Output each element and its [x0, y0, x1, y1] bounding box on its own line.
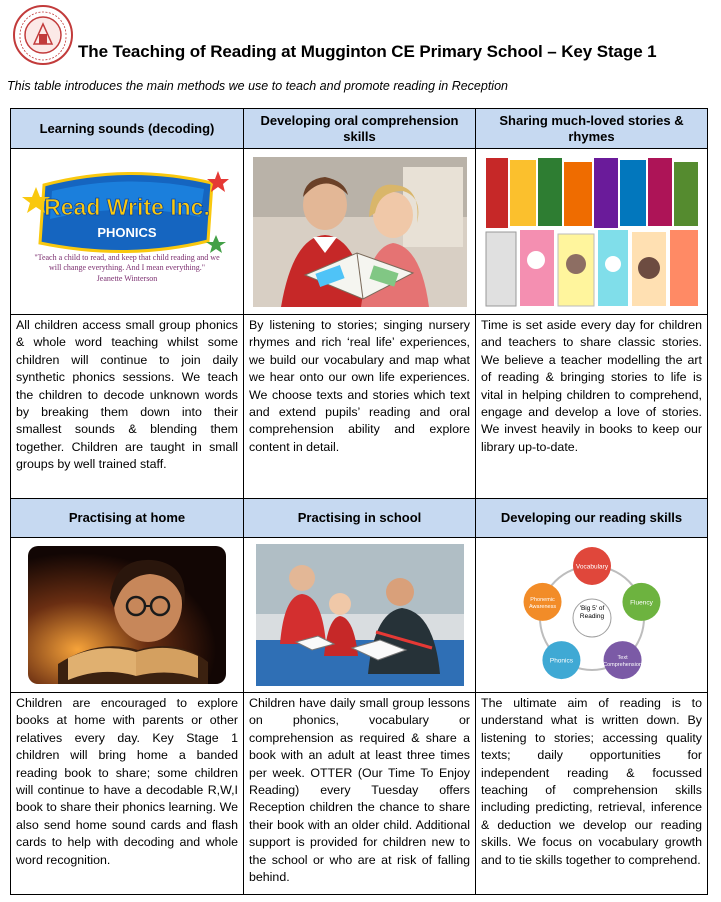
image-cell-reading-skills [476, 538, 708, 693]
image-row-2 [11, 538, 708, 693]
adult-reading-with-children-photo [256, 544, 464, 686]
text-practising-school: Children have daily small group lessons on phonics, vocabulary or comprehension as required & share a book with an adult at least three times per week. OTTER (Our Time To Enjoy Reading) every Tuesday offers Reception children the chance to share their book with an older child. Additional support is provided for children new to the school or who are at risk of falling behind. [244, 693, 476, 895]
diagram-node-label: Comprehension [602, 662, 642, 669]
rwi-quote: "Teach a child to read, and keep that child reading and we will change everything. And I mean everything." [34, 252, 220, 272]
diagram-node-label: Phonemic [529, 596, 555, 603]
diagram-node-phonics [542, 641, 580, 679]
text-learning-sounds: All children access small group phonics & whole word teaching whilst some children will continue to join daily synthetic phonics sessions. We teach the children to decode unknown words by breaking them down into their smallest sounds & blending them together. Children are taught in small groups by well trained staff. [11, 315, 244, 499]
text-practising-home: Children are encouraged to explore books at home with parents or other relatives every day. Key Stage 1 children will bring home a banded reading book to share; some children will continue to have a decodable R,W,I book to share their phonics learning. We also send home sound cards and flash cards to help with decoding and whole word recognition. [11, 693, 244, 895]
reading-methods-table [10, 108, 708, 895]
read-write-inc-phonics-logo [22, 157, 232, 307]
diagram-node-label: Awareness [528, 603, 556, 610]
page-title: The Teaching of Reading at Mugginton CE Primary School – Key Stage 1 [78, 42, 657, 61]
diagram-node-label: Text [617, 655, 628, 662]
heading-reading-skills: Developing our reading skills [476, 499, 708, 538]
rwi-brand-line1: Read Write Inc. [44, 193, 210, 220]
image-cell-practising-home [11, 538, 244, 693]
image-row-1 [11, 149, 708, 315]
page-subtitle: This table introduces the main methods we use to teach and promote reading in Reception [7, 79, 508, 93]
diagram-node-label: Fluency [629, 599, 653, 607]
image-cell-oral-comprehension [244, 149, 476, 315]
text-row-1 [11, 315, 708, 499]
text-sharing-stories: Time is set aside every day for children and teachers to share classic stories. We believe a teacher modelling the art of reading & bringing stories to life is vital in helping children to comprehend, engage and develop a love of stories. We invest heavily in books to keep our library up-to-date. [476, 315, 708, 499]
diagram-node-fluency [622, 583, 660, 621]
diagram-node-vocabulary [573, 547, 611, 585]
two-children-reading-photo [253, 157, 467, 307]
heading-oral-comprehension: Developing oral comprehension skills [244, 109, 476, 149]
big-5-of-reading-diagram [487, 540, 697, 690]
text-reading-skills: The ultimate aim of reading is to understand what is written down. By listening to stories; accessing quality texts; daily opportunities for independent reading & focussed teaching of comprehension skills including predicting, retrieval, inference & deduction we develop our reading skills. We focus on vocabulary growth and to tie skills together to comprehend. [476, 693, 708, 895]
image-cell-phonics [11, 149, 244, 315]
heading-practising-home: Practising at home [11, 499, 244, 538]
image-cell-sharing-stories [476, 149, 708, 315]
heading-sharing-stories: Sharing much-loved stories & rhymes [476, 109, 708, 149]
text-row-2 [11, 693, 708, 895]
diagram-center: 'Big 5' of Reading [573, 599, 611, 637]
heading-practising-school: Practising in school [244, 499, 476, 538]
image-cell-practising-school [244, 538, 476, 693]
page-header [12, 4, 712, 76]
book-covers-collage [484, 156, 700, 308]
rwi-brand-line2: PHONICS [97, 224, 157, 240]
text-oral-comprehension: By listening to stories; singing nursery rhymes and rich ‘real life’ experiences, we build our vocabulary and map what we hear onto our own life experiences. We choose texts and stories which text and extend pupils’ reading and oral comprehension ability and explore content in detail. [244, 315, 476, 499]
school-crest-logo [12, 4, 74, 66]
heading-row-2 [11, 499, 708, 538]
rwi-quote-attribution: Jeanette Winterson [96, 273, 158, 283]
heading-learning-sounds: Learning sounds (decoding) [11, 109, 244, 149]
diagram-node-label: Phonics [549, 657, 573, 665]
diagram-node-phonemic-awareness [523, 583, 561, 621]
diagram-node-label: Vocabulary [575, 563, 608, 571]
heading-row-1 [11, 109, 708, 149]
boy-reading-by-candlelight-photo [28, 546, 226, 684]
